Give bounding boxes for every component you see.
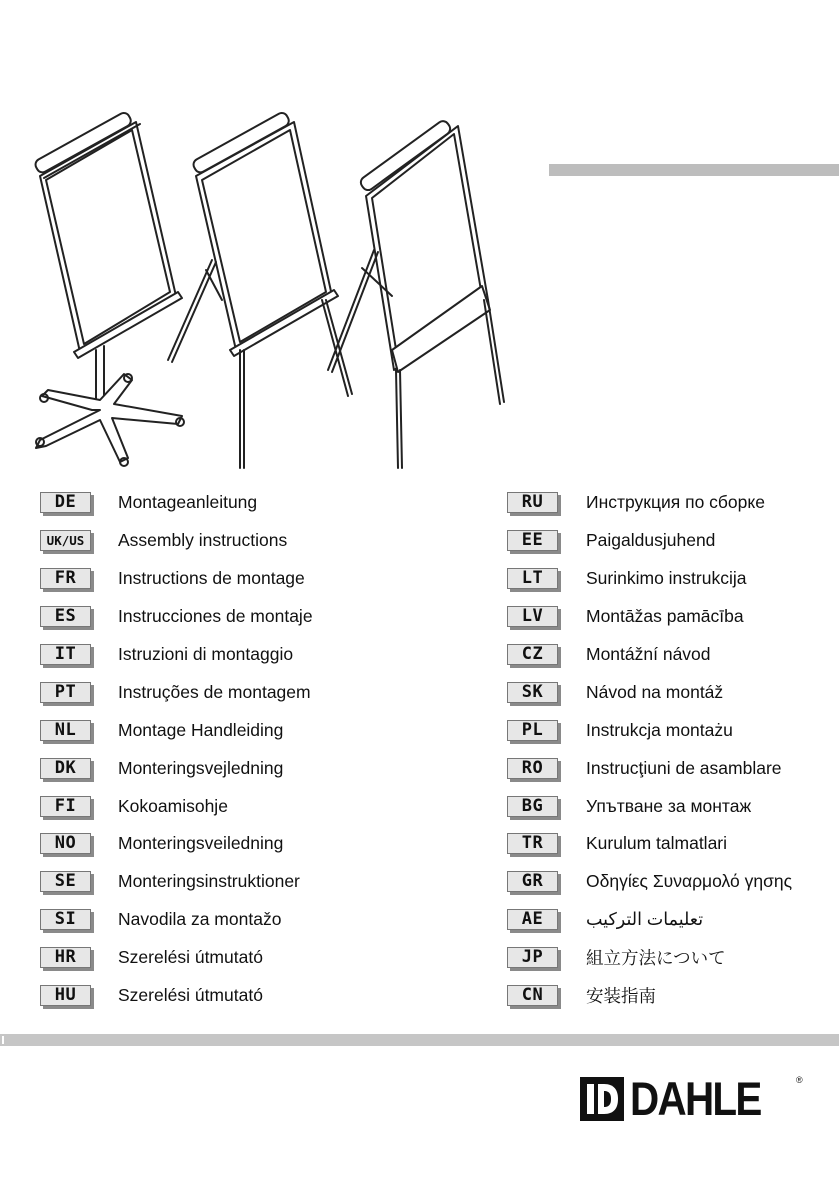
language-code-badge: HU [40,985,91,1006]
language-label: Istruzioni di montaggio [118,644,294,664]
language-row-ru[interactable] [507,484,837,522]
language-label: 組立方法について [586,948,726,969]
language-list-left [40,484,370,1014]
language-row-uk-us[interactable] [40,522,370,560]
language-row-sk[interactable] [507,673,837,711]
language-label: Οδηγίες Συναρμολό γησης [586,871,793,892]
language-row-es[interactable] [40,598,370,636]
language-label: Instrucţiuni de asamblare [586,757,782,778]
language-row-cz[interactable] [507,636,837,674]
language-row-no[interactable] [40,825,370,863]
language-code-badge: LV [507,606,558,627]
language-row-bg[interactable] [507,787,837,825]
language-code-badge: EE [507,530,558,551]
language-row-fi[interactable] [40,787,370,825]
language-code-badge: GR [507,871,558,892]
language-code-badge: LT [507,568,558,589]
language-label: Instrukcja montażu [586,719,733,740]
bottom-gray-bar [0,1034,839,1046]
language-label: Instruções de montagem [118,681,311,702]
brand-name: DAHLE [630,1072,761,1125]
language-code-badge: CZ [507,644,558,665]
language-row-cn[interactable] [507,977,837,1015]
language-code-badge: HR [40,947,91,968]
language-row-fr[interactable] [40,560,370,598]
language-code-badge: RO [507,758,558,779]
language-row-ee[interactable] [507,522,837,560]
language-label: Monteringsveiledning [118,833,284,854]
language-row-ro[interactable] [507,749,837,787]
language-code-badge: RU [507,492,558,513]
language-label: Montāžas pamācība [586,606,744,627]
side-flipchart-drawing [328,119,504,468]
language-row-dk[interactable] [40,749,370,787]
language-code-badge: CN [507,985,558,1006]
language-row-hr[interactable] [40,939,370,977]
language-label: Kurulum talmatlari [586,833,728,854]
language-code-badge: UK/US [40,530,91,551]
language-label: Montageanleitung [118,492,258,513]
registered-mark: ® [796,1075,803,1085]
language-code-badge: DK [40,758,91,779]
language-label: Instrucciones de montaje [118,606,313,627]
language-row-ae[interactable] [507,901,837,939]
language-code-badge: JP [507,947,558,968]
dahle-logo [580,1073,810,1125]
language-label: Kokoamisohje [118,795,228,816]
language-code-badge: SI [40,909,91,930]
language-list-right [507,484,837,1014]
language-code-badge: BG [507,796,558,817]
language-row-lt[interactable] [507,560,837,598]
language-label: Paigaldusjuhend [586,530,716,551]
language-code-badge: NL [40,720,91,741]
language-code-badge: TR [507,833,558,854]
language-label: Monteringsinstruktioner [118,871,300,892]
language-row-gr[interactable] [507,863,837,901]
language-label: Surinkimo instrukcija [586,568,747,589]
language-code-badge: NO [40,833,91,854]
language-row-hu[interactable] [40,977,370,1015]
language-row-se[interactable] [40,863,370,901]
language-code-badge: DE [40,492,91,513]
language-code-badge: FI [40,796,91,817]
top-gray-bar [549,164,839,176]
language-code-badge: SE [40,871,91,892]
language-label: Montážní návod [586,644,711,664]
language-label: Szerelési útmutató [118,947,263,968]
language-code-badge: PT [40,682,91,703]
language-label: Упътване за монтаж [586,795,752,816]
language-row-pt[interactable] [40,673,370,711]
language-label: Инструкция по сборке [586,492,765,513]
language-label: تعليمات التركيب [586,909,704,930]
language-label: 安装指南 [586,986,656,1007]
language-row-nl[interactable] [40,711,370,749]
language-code-badge: ES [40,606,91,627]
language-label: Návod na montáž [586,681,724,702]
language-code-badge: SK [507,682,558,703]
language-row-tr[interactable] [507,825,837,863]
mobile-flipchart-drawing [33,111,184,466]
language-code-badge: IT [40,644,91,665]
language-label: Navodila za montažo [118,909,282,930]
language-row-de[interactable] [40,484,370,522]
language-code-badge: FR [40,568,91,589]
language-row-jp[interactable] [507,939,837,977]
language-label: Montage Handleiding [118,719,284,740]
tripod-flipchart-drawing [168,111,352,468]
language-row-it[interactable] [40,636,370,674]
language-code-badge: AE [507,909,558,930]
dahle-logo-icon [580,1077,624,1121]
language-row-si[interactable] [40,901,370,939]
language-label: Instructions de montage [118,568,305,589]
language-row-pl[interactable] [507,711,837,749]
language-code-badge: PL [507,720,558,741]
language-row-lv[interactable] [507,598,837,636]
language-label: Monteringsvejledning [118,757,284,778]
language-label: Assembly instructions [118,530,288,551]
flipchart-illustration [0,0,839,480]
language-label: Szerelési útmutató [118,985,263,1006]
